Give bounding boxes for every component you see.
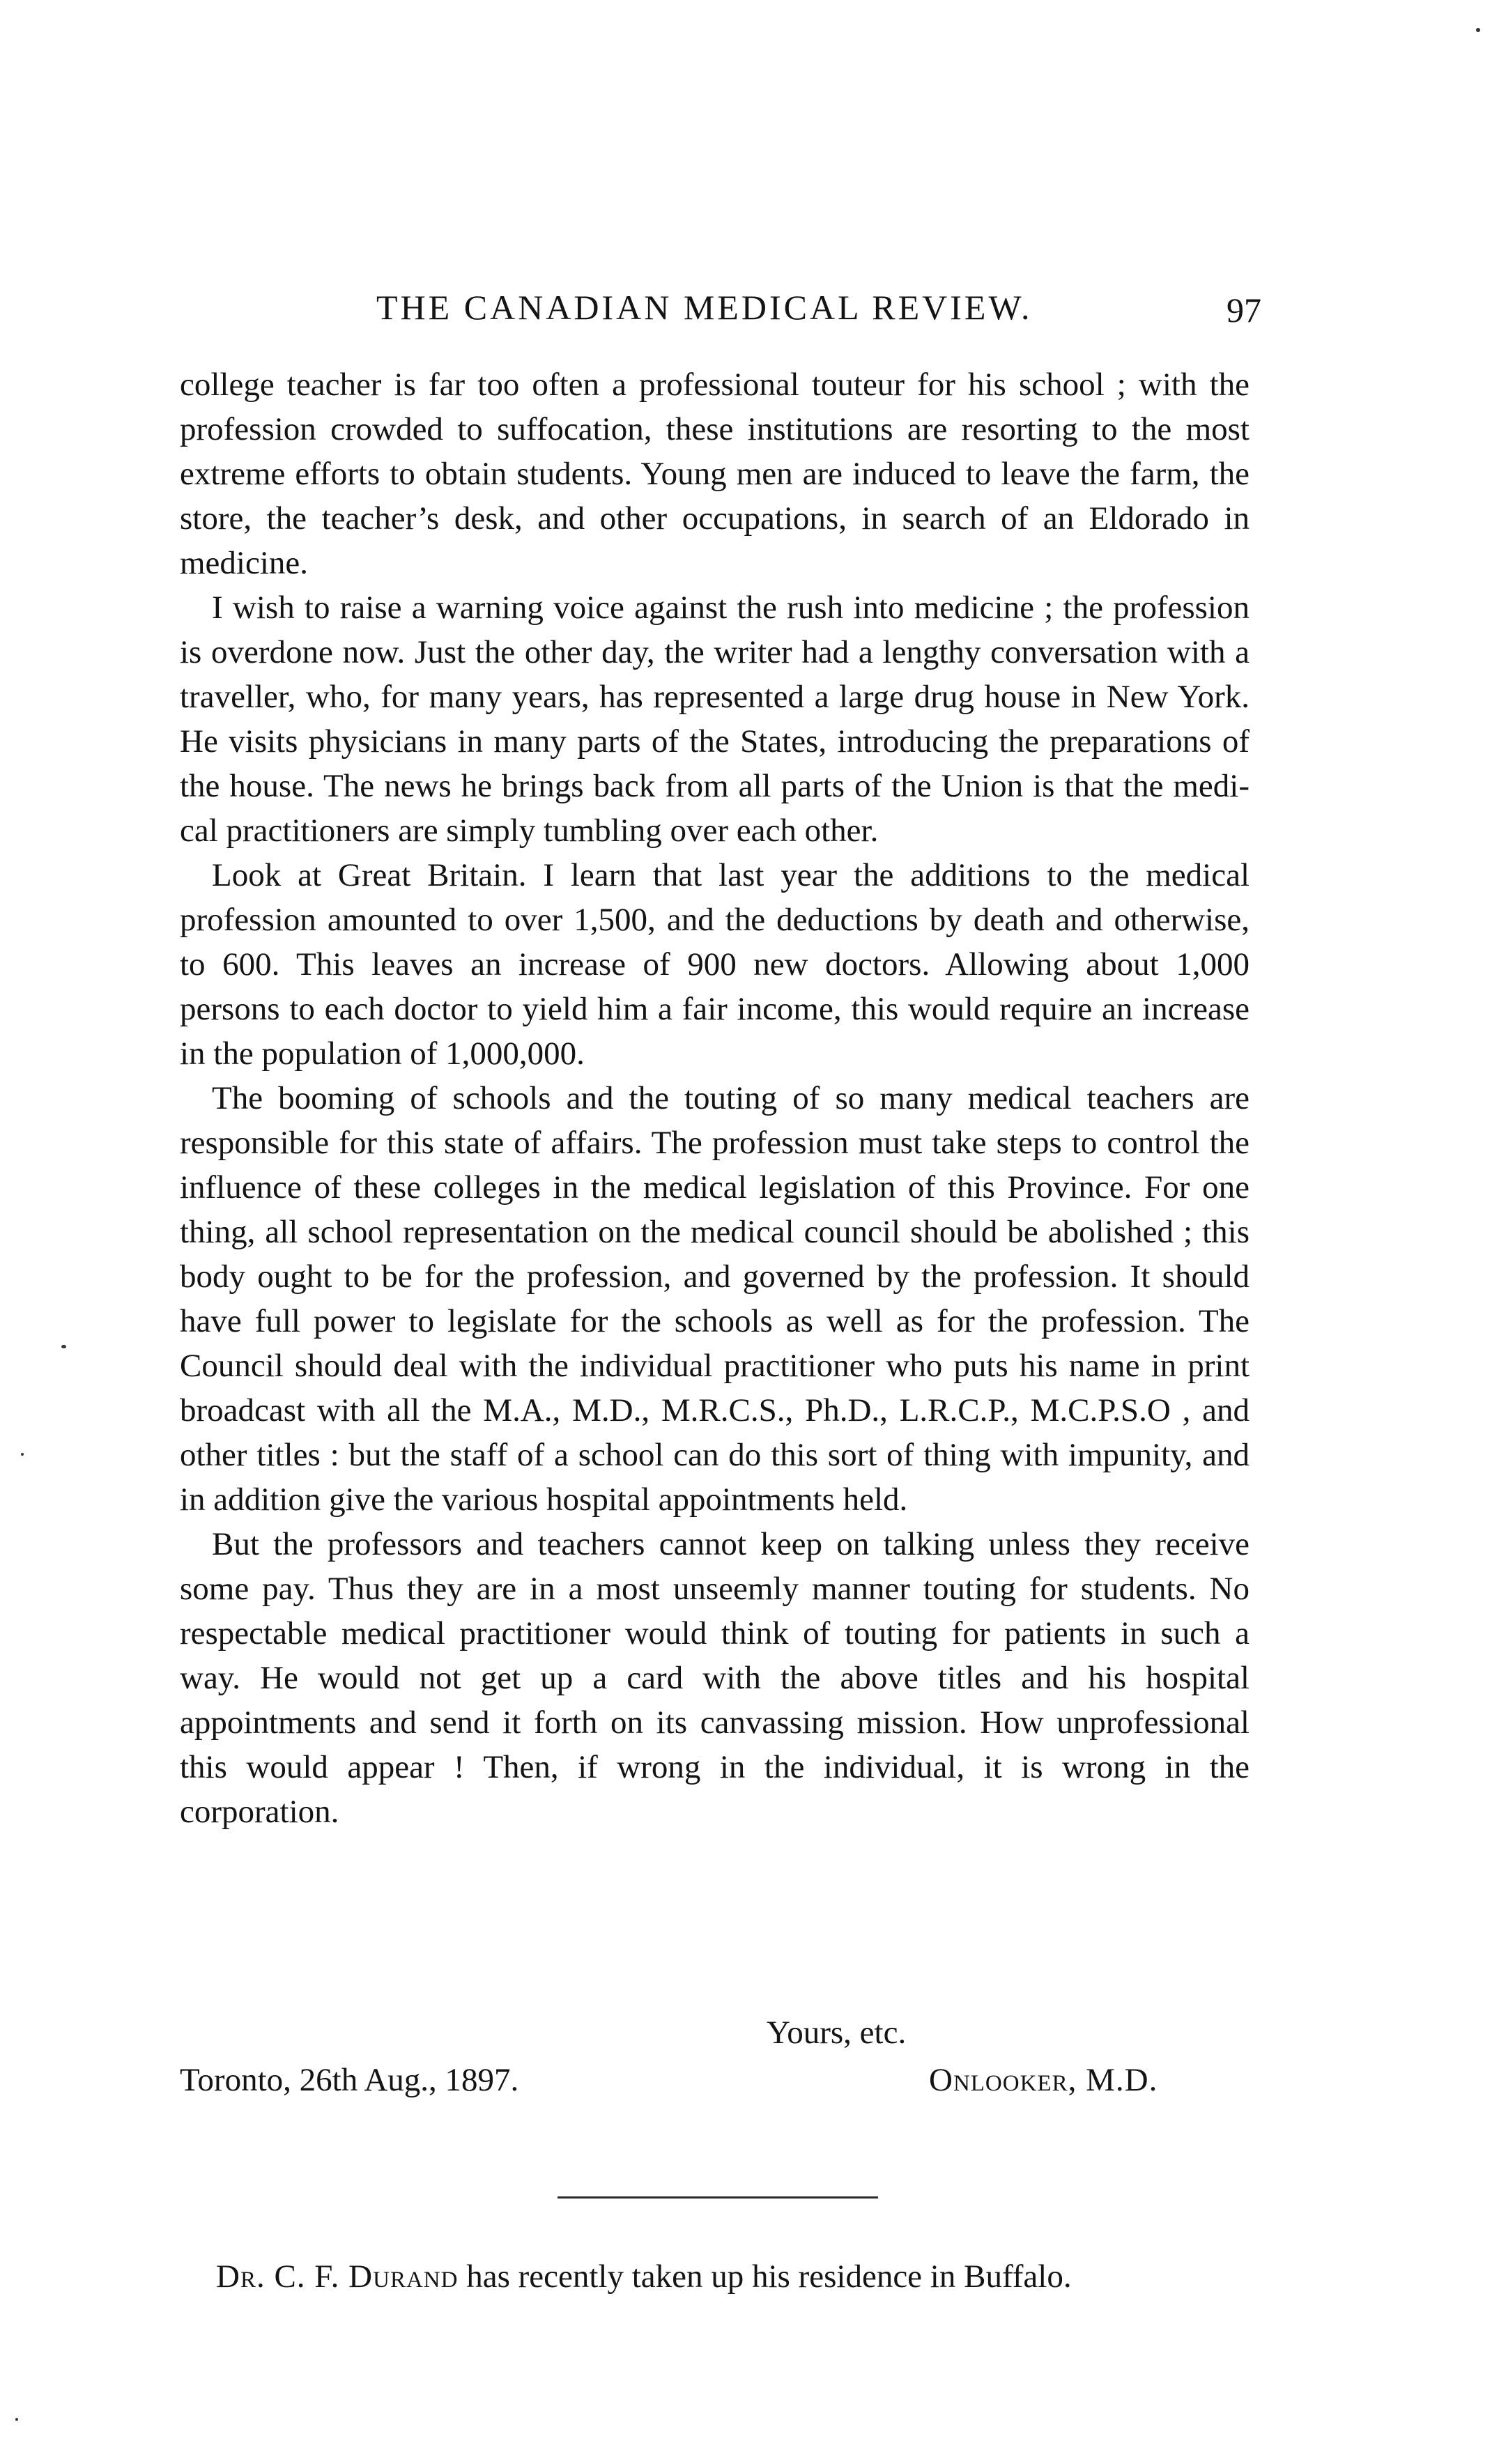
article-paragraph: But the professors and teachers cannot keep on talking unless they receive some pay. Thus they are in a most unseemly manner touting for students. No respectable medical practitioner would think of touting for patients in such a way. He would not get up a card with the above titles and his hospital appointments and send it forth on its canvassing mission. How unprofessional this would appear ! Then, if wrong in the individual, it is wrong in the corporation.: [180, 1526, 1250, 1830]
section-divider: [558, 2196, 878, 2199]
letter-signature: Onlooker, M.D.: [929, 2062, 1158, 2098]
journal-title: THE CANADIAN MEDICAL REVIEW.: [376, 288, 1033, 327]
article-paragraph: The booming of schools and the touting of so many medical teachers are responsible for this state of affairs. The profession must take steps to control the influence of these colleges in the medical legislation of this Province. For one thing, all school representation on the medical council should be abolished ; this body ought to be for the profession, and governed by the profession. It should have full power to legislate for the schools as well as for the profession. The Council should deal with the individual practitioner who puts his name in print broadcast with all the M.A., M.D., M.R.C.S., Ph.D., L.R.C.P., M.C.P.S.O , and other titles : but the staff of a school can do this sort of thing with impunity, and in addition give the various hospital appointments held.: [180, 1080, 1250, 1518]
scan-speck: [61, 1345, 66, 1348]
page-number: 97: [1227, 291, 1261, 330]
article-paragraph: I wish to raise a warning voice against the rush into medicine ; the profession is overdone now. Just the other day, the writer had a lengthy conversation with a traveller, who, for many years, has represented a large drug house in New York. He visits physicians in many parts of the States, introducing the preparations of the house. The news he brings back from all parts of the Union is that the medical practitioners are simply tumbling over each other.: [180, 590, 1250, 849]
letter-signoff: [180, 2014, 1250, 2111]
letter-place-date: Toronto, 26th Aug., 1897.: [180, 2062, 519, 2098]
news-item-text: has recently taken up his residence in Buffalo.: [458, 2258, 1072, 2295]
scan-speck: [21, 1453, 24, 1456]
article-paragraph: Look at Great Britain. I learn that last year the additions to the medical profession amounted to over 1,500, and the deductions by death and otherwise, to 600. This leaves an increase of 900 new doctors. Allowing about 1,000 persons to each doctor to yield him a fair income, this would require an increase in the population of 1,000,000.: [180, 857, 1250, 1072]
article-paragraph: college teacher is far too often a professional touteur for his school ; with the profession crowded to suffocation, these institutions are resorting to the most extreme efforts to obtain students. Young men are induced to leave the farm, the store, the teacher’s desk, and other occupations, in search of an Eldorado in medicine.: [180, 367, 1250, 581]
article-body: [180, 362, 1250, 1834]
running-head: [362, 287, 1261, 336]
news-item: [216, 2258, 1261, 2295]
news-item-name: Dr. C. F. Durand: [216, 2258, 459, 2295]
scan-speck: [15, 2418, 18, 2421]
scan-speck: [1476, 28, 1480, 32]
letter-closing: Yours, etc.: [767, 2015, 907, 2051]
